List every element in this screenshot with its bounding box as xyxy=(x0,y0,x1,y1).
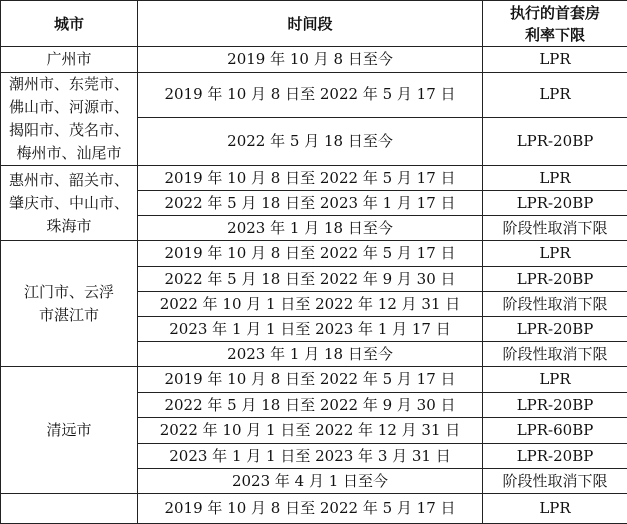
city-cell: 清远市 xyxy=(1,367,138,494)
city-cell: 广州市 xyxy=(1,47,138,73)
city-cell: 潮州市、东莞市、佛山市、河源市、揭阳市、茂名市、梅州市、汕尾市 xyxy=(1,73,138,166)
table-row xyxy=(1,73,627,118)
period-cell: 2022 年 10 月 1 日至 2022 年 12 月 31 日 xyxy=(138,418,483,444)
period-cell: 2023 年 1 月 1 日至 2023 年 1 月 17 日 xyxy=(138,317,483,342)
rate-cell: LPR-20BP xyxy=(483,393,627,418)
table-row xyxy=(1,166,627,191)
table-row xyxy=(1,47,627,73)
period-cell: 2019 年 10 月 8 日至 2022 年 5 月 17 日 xyxy=(138,241,483,267)
period-cell: 2019 年 10 月 8 日至 2022 年 5 月 17 日 xyxy=(138,367,483,393)
city-cell: 惠州市、韶关市、肇庆市、中山市、珠海市 xyxy=(1,166,138,241)
period-cell: 2022 年 5 月 18 日至 2023 年 1 月 17 日 xyxy=(138,191,483,216)
period-cell: 2019 年 10 月 8 日至 2022 年 5 月 17 日 xyxy=(138,73,483,118)
period-cell: 2022 年 10 月 1 日至 2022 年 12 月 31 日 xyxy=(138,292,483,317)
rate-cell: 阶段性取消下限 xyxy=(483,292,627,317)
rate-cell: LPR xyxy=(483,241,627,267)
period-cell: 2019 年 10 月 8 日至 2022 年 5 月 17 日 xyxy=(138,494,483,524)
header-row xyxy=(1,1,627,47)
period-cell: 2023 年 1 月 1 日至 2023 年 3 月 31 日 xyxy=(138,444,483,469)
header-period: 时间段 xyxy=(138,1,483,47)
header-city: 城市 xyxy=(1,1,138,47)
period-cell: 2019 年 10 月 8 日至 2022 年 5 月 17 日 xyxy=(138,166,483,191)
city-cell: 江门市、云浮市湛江市 xyxy=(1,241,138,367)
period-cell: 2019 年 10 月 8 日至今 xyxy=(138,47,483,73)
rate-cell: LPR-20BP xyxy=(483,117,627,165)
rate-cell: LPR xyxy=(483,367,627,393)
period-cell: 2022 年 5 月 18 日至 2022 年 9 月 30 日 xyxy=(138,393,483,418)
table-row xyxy=(1,367,627,393)
rate-cell: 阶段性取消下限 xyxy=(483,342,627,367)
rate-cell: LPR xyxy=(483,47,627,73)
header-rate: 执行的首套房利率下限 xyxy=(483,1,627,47)
rate-cell: LPR-20BP xyxy=(483,267,627,292)
rate-cell: LPR xyxy=(483,166,627,191)
period-cell: 2023 年 1 月 18 日至今 xyxy=(138,342,483,367)
rate-cell: 阶段性取消下限 xyxy=(483,469,627,494)
table-row xyxy=(1,241,627,267)
period-cell: 2023 年 4 月 1 日至今 xyxy=(138,469,483,494)
period-cell: 2022 年 5 月 18 日至 2022 年 9 月 30 日 xyxy=(138,267,483,292)
rate-cell: LPR-20BP xyxy=(483,317,627,342)
period-cell: 2023 年 1 月 18 日至今 xyxy=(138,216,483,241)
rate-cell: LPR xyxy=(483,494,627,524)
table-row xyxy=(1,494,627,524)
rate-cell: 阶段性取消下限 xyxy=(483,216,627,241)
rate-cell: LPR xyxy=(483,73,627,118)
rate-cell: LPR-60BP xyxy=(483,418,627,444)
city-cell xyxy=(1,494,138,524)
rate-cell: LPR-20BP xyxy=(483,191,627,216)
period-cell: 2022 年 5 月 18 日至今 xyxy=(138,117,483,165)
rate-cell: LPR-20BP xyxy=(483,444,627,469)
table-body xyxy=(1,47,627,524)
